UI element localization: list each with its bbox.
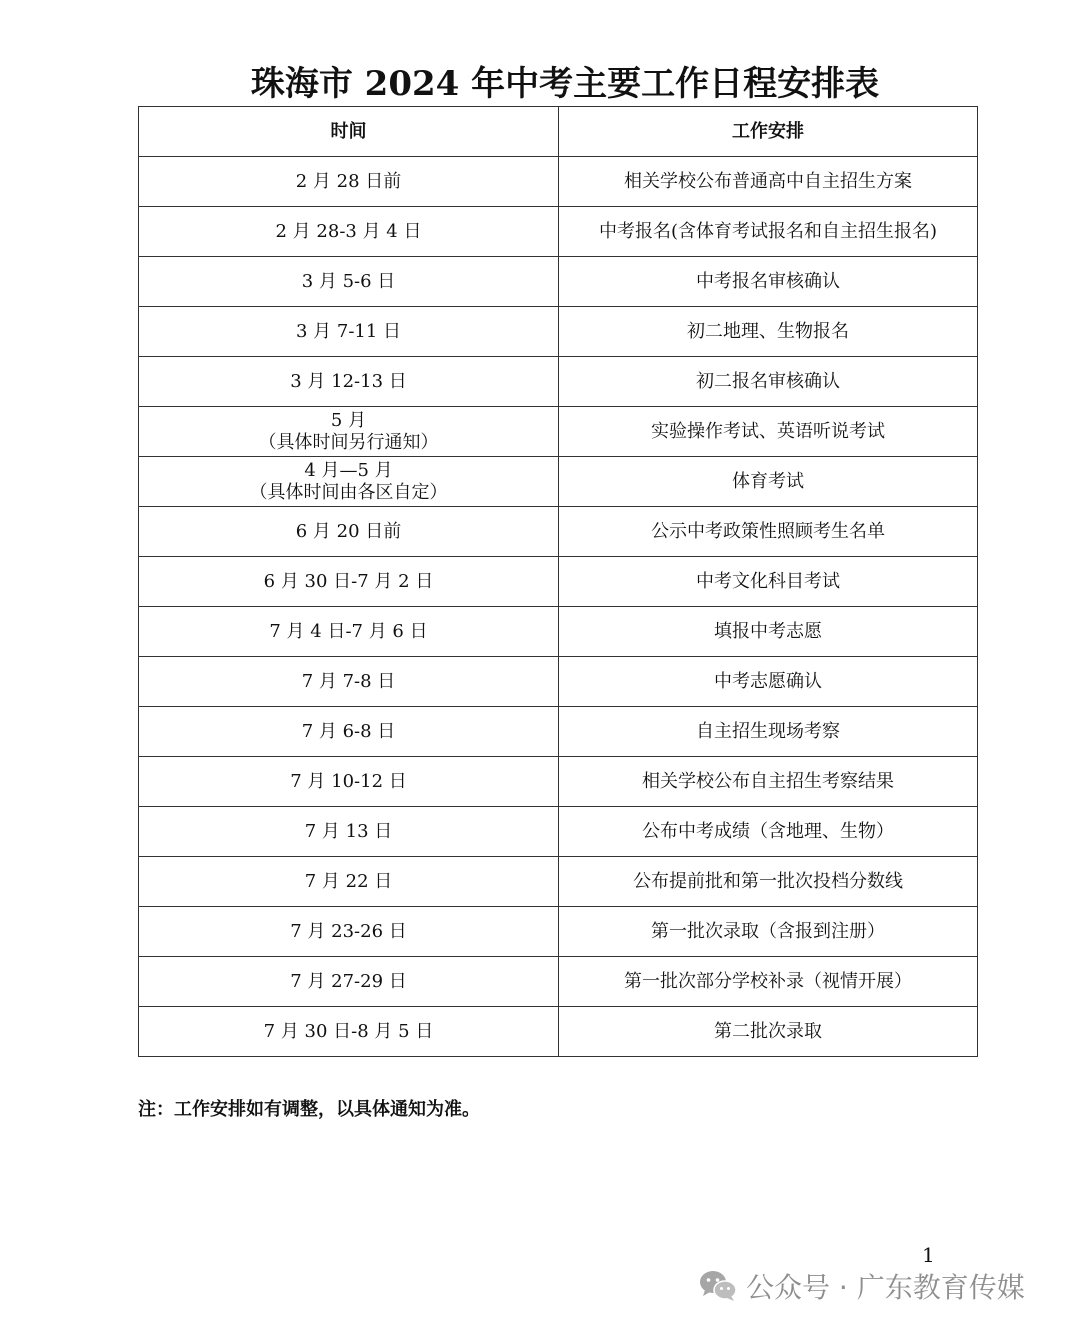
task-cell: 中考报名审核确认: [559, 257, 978, 307]
page-title: 珠海市 2024 年中考主要工作日程安排表: [250, 64, 880, 104]
time-line: 7 月 22 日: [304, 870, 393, 892]
time-cell: [139, 657, 559, 707]
task-cell: 中考志愿确认: [559, 657, 978, 707]
time-line: 3 月 5-6 日: [301, 270, 396, 292]
task-cell: 公示中考政策性照顾考生名单: [559, 507, 978, 557]
schedule-table: [138, 106, 978, 1057]
time-line: 2 月 28 日前: [295, 170, 402, 192]
table-row: [139, 757, 978, 807]
time-line: 3 月 12-13 日: [290, 370, 407, 392]
time-line: 6 月 20 日前: [295, 520, 402, 542]
time-line: 5 月: [330, 409, 367, 431]
time-cell: [139, 757, 559, 807]
page-number: 1: [922, 1243, 935, 1267]
time-cell: [139, 1007, 559, 1057]
time-cell: [139, 807, 559, 857]
time-cell: [139, 957, 559, 1007]
time-cell: [139, 257, 559, 307]
task-cell: 实验操作考试、英语听说考试: [559, 407, 978, 457]
table-row: [139, 257, 978, 307]
time-cell: [139, 157, 559, 207]
watermark-text: 公众号 · 广东教育传媒: [746, 1271, 1025, 1304]
time-cell: [139, 557, 559, 607]
table-row: [139, 857, 978, 907]
table-row: [139, 957, 978, 1007]
task-cell: 相关学校公布自主招生考察结果: [559, 757, 978, 807]
time-line: 7 月 23-26 日: [290, 920, 407, 942]
table-header-row: [139, 107, 978, 157]
table-row: [139, 657, 978, 707]
time-line: 7 月 10-12 日: [290, 770, 407, 792]
task-cell: 第一批次部分学校补录（视情开展）: [559, 957, 978, 1007]
time-subline: （具体时间由各区自定）: [249, 481, 448, 503]
time-line: 3 月 7-11 日: [295, 320, 402, 342]
table-row: [139, 507, 978, 557]
time-cell: [139, 457, 559, 507]
task-cell: 初二报名审核确认: [559, 357, 978, 407]
time-line: 7 月 13 日: [304, 820, 393, 842]
task-cell: 自主招生现场考察: [559, 707, 978, 757]
table-row: [139, 407, 978, 457]
task-cell: 中考报名(含体育考试报名和自主招生报名): [559, 207, 978, 257]
footnote: 注：工作安排如有调整，以具体通知为准。: [138, 1099, 480, 1120]
time-line: 4 月—5 月: [304, 459, 393, 481]
table-row: [139, 357, 978, 407]
table-row: [139, 707, 978, 757]
time-cell: [139, 357, 559, 407]
task-cell: 第二批次录取: [559, 1007, 978, 1057]
time-cell: [139, 307, 559, 357]
table-row: [139, 557, 978, 607]
time-subline: （具体时间另行通知）: [258, 431, 439, 453]
time-line: 7 月 30 日-8 月 5 日: [263, 1020, 434, 1042]
header-time: 时间: [139, 107, 559, 157]
header-task: 工作安排: [559, 107, 978, 157]
table-row: [139, 307, 978, 357]
wechat-icon: [698, 1269, 738, 1303]
task-cell: 公布提前批和第一批次投档分数线: [559, 857, 978, 907]
table-row: [139, 807, 978, 857]
time-line: 7 月 7-8 日: [301, 670, 396, 692]
time-cell: [139, 707, 559, 757]
time-line: 7 月 4 日-7 月 6 日: [269, 620, 428, 642]
time-line: 7 月 6-8 日: [301, 720, 396, 742]
task-cell: 填报中考志愿: [559, 607, 978, 657]
time-cell: [139, 207, 559, 257]
task-cell: 公布中考成绩（含地理、生物）: [559, 807, 978, 857]
table-row: [139, 207, 978, 257]
time-cell: [139, 857, 559, 907]
task-cell: 中考文化科目考试: [559, 557, 978, 607]
task-cell: 初二地理、生物报名: [559, 307, 978, 357]
time-cell: [139, 507, 559, 557]
time-line: 7 月 27-29 日: [290, 970, 407, 992]
task-cell: 体育考试: [559, 457, 978, 507]
table-row: [139, 157, 978, 207]
time-cell: [139, 907, 559, 957]
watermark: [698, 1266, 1025, 1306]
time-cell: [139, 607, 559, 657]
task-cell: 相关学校公布普通高中自主招生方案: [559, 157, 978, 207]
time-line: 6 月 30 日-7 月 2 日: [263, 570, 434, 592]
table-row: [139, 457, 978, 507]
table-row: [139, 907, 978, 957]
task-cell: 第一批次录取（含报到注册）: [559, 907, 978, 957]
table-row: [139, 1007, 978, 1057]
time-line: 2 月 28-3 月 4 日: [275, 220, 422, 242]
time-cell: [139, 407, 559, 457]
table-row: [139, 607, 978, 657]
